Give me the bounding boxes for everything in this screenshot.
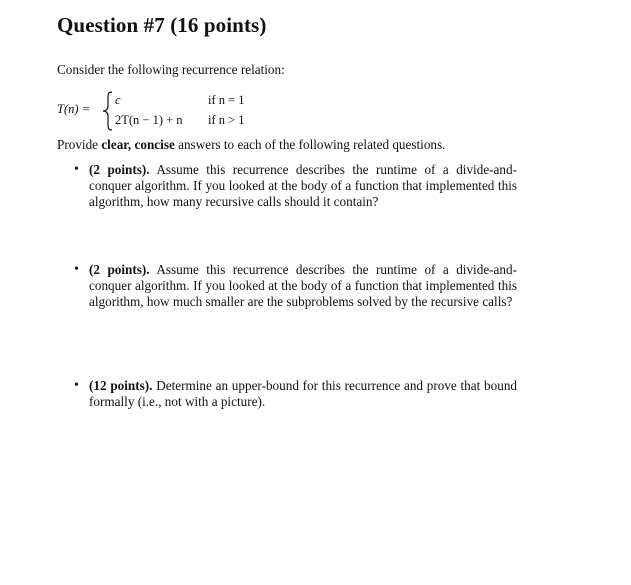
bullet-icon: • <box>74 262 79 277</box>
item-text: Assume this recurrence describes the runtime of a divide-and-conquer algorithm. If you looked at the body of a function that implemented this algorithm, how many recursive calls should it contain? <box>89 162 517 209</box>
question-item-2 <box>89 262 517 310</box>
instructions-suffix: answers to each of the following related questions. <box>174 137 446 152</box>
case1-condition: if n = 1 <box>208 93 245 107</box>
left-brace-icon <box>102 91 114 131</box>
item-text: Assume this recurrence describes the runtime of a divide-and-conquer algorithm. If you looked at the body of a function that implemented this algorithm, how much smaller are the subproblems solved by the recursive calls? <box>89 262 517 309</box>
intro-text: Consider the following recurrence relation: <box>57 62 285 77</box>
instructions-prefix: Provide <box>57 137 102 152</box>
question-item-3 <box>89 378 517 410</box>
case2-value: 2T(n − 1) + n <box>115 113 183 127</box>
question-item-1 <box>89 162 517 210</box>
bullet-icon: • <box>74 162 79 177</box>
question-title: Question #7 (16 points) <box>57 13 267 37</box>
item-points: (12 points). <box>89 378 153 393</box>
bullet-icon: • <box>74 378 79 393</box>
recurrence-lhs: T(n) = <box>57 102 91 116</box>
item-points: (2 points). <box>89 262 150 277</box>
item-text: Determine an upper-bound for this recurrence and prove that bound formally (i.e., not with a picture). <box>89 378 518 409</box>
item-points: (2 points). <box>89 162 150 177</box>
instructions <box>57 137 445 153</box>
case2-condition: if n > 1 <box>208 113 245 127</box>
recurrence-relation <box>57 91 277 131</box>
instructions-emphasis: clear, concise <box>101 137 175 152</box>
case1-value: c <box>115 93 121 107</box>
